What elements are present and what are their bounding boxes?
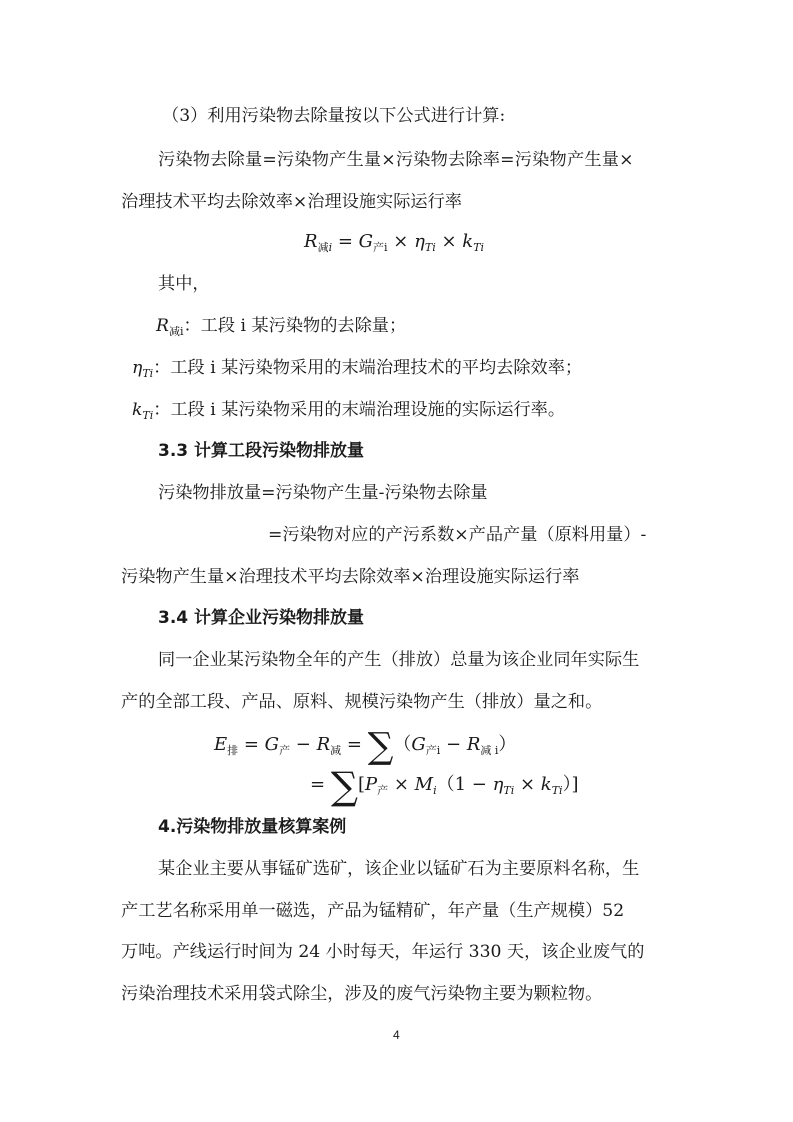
summation-icon: ∑ bbox=[330, 764, 358, 808]
case-paragraph-2: 产工艺名称采用单一磁选，产品为锰精矿，年产量（生产规模）52 bbox=[121, 901, 625, 921]
emission-formula-line1: 污染物排放量=污染物产生量-污染物去除量 bbox=[158, 483, 488, 503]
formula-text-line2: 治理技术平均去除效率×治理设施实际运行率 bbox=[121, 192, 462, 212]
where-label: 其中， bbox=[158, 274, 210, 294]
emission-formula-line3: 污染物产生量×治理技术平均去除效率×治理设施实际运行率 bbox=[121, 567, 580, 587]
formula-text-line1: 污染物去除量=污染物产生量×污染物去除率=污染物产生量× bbox=[158, 150, 634, 170]
summation-icon: ∑ bbox=[367, 726, 394, 767]
heading-4: 4.污染物排放量核算案例 bbox=[158, 817, 347, 837]
page-number: 4 bbox=[393, 1028, 400, 1042]
definition-r: $R_{减i}$：工段 i 某污染物的去除量； bbox=[156, 316, 407, 338]
emission-formula-line2: =污染物对应的产污系数×产品产量（原料用量）- bbox=[268, 525, 647, 545]
case-paragraph-4: 污染治理技术采用袋式除尘，涉及的废气污染物主要为颗粒物。 bbox=[121, 984, 603, 1004]
paragraph-enterprise-2: 产的全部工段、产品、原料、规模污染物产生（排放）量之和。 bbox=[121, 692, 603, 712]
heading-3-3: 3.3 计算工段污染物排放量 bbox=[158, 441, 365, 461]
total-emission-formula-expanded: = $\sum[P_产 \times M_i(1 - \eta_{Ti} \times k_{Ti})]$ bbox=[310, 764, 579, 808]
definition-k: $k_{Ti}$：工段 i 某污染物采用的末端治理设施的实际运行率。 bbox=[132, 400, 566, 422]
definition-eta: $\eta_{Ti}$：工段 i 某污染物采用的末端治理技术的平均去除效率； bbox=[132, 358, 583, 380]
case-paragraph-3: 万吨。产线运行时间为 24 小时每天，年运行 330 天，该企业废气的 bbox=[121, 942, 645, 962]
paragraph-enterprise-1: 同一企业某污染物全年的产生（排放）总量为该企业同年实际生 bbox=[158, 650, 640, 670]
heading-3-4: 3.4 计算企业污染物排放量 bbox=[158, 608, 365, 628]
removal-formula: $R_{减i} = G_{产i} \times \eta_{Ti} \times k_{Ti}$ bbox=[304, 231, 485, 254]
total-emission-formula: $E_排 = G_产 - R_减 = \sum(G_{产i} - R_{减 i})$ bbox=[214, 726, 517, 767]
case-paragraph-1: 某企业主要从事锰矿选矿，该企业以锰矿石为主要原料名称，生 bbox=[158, 859, 640, 879]
paragraph-step3: （3）利用污染物去除量按以下公式进行计算: bbox=[162, 106, 506, 126]
